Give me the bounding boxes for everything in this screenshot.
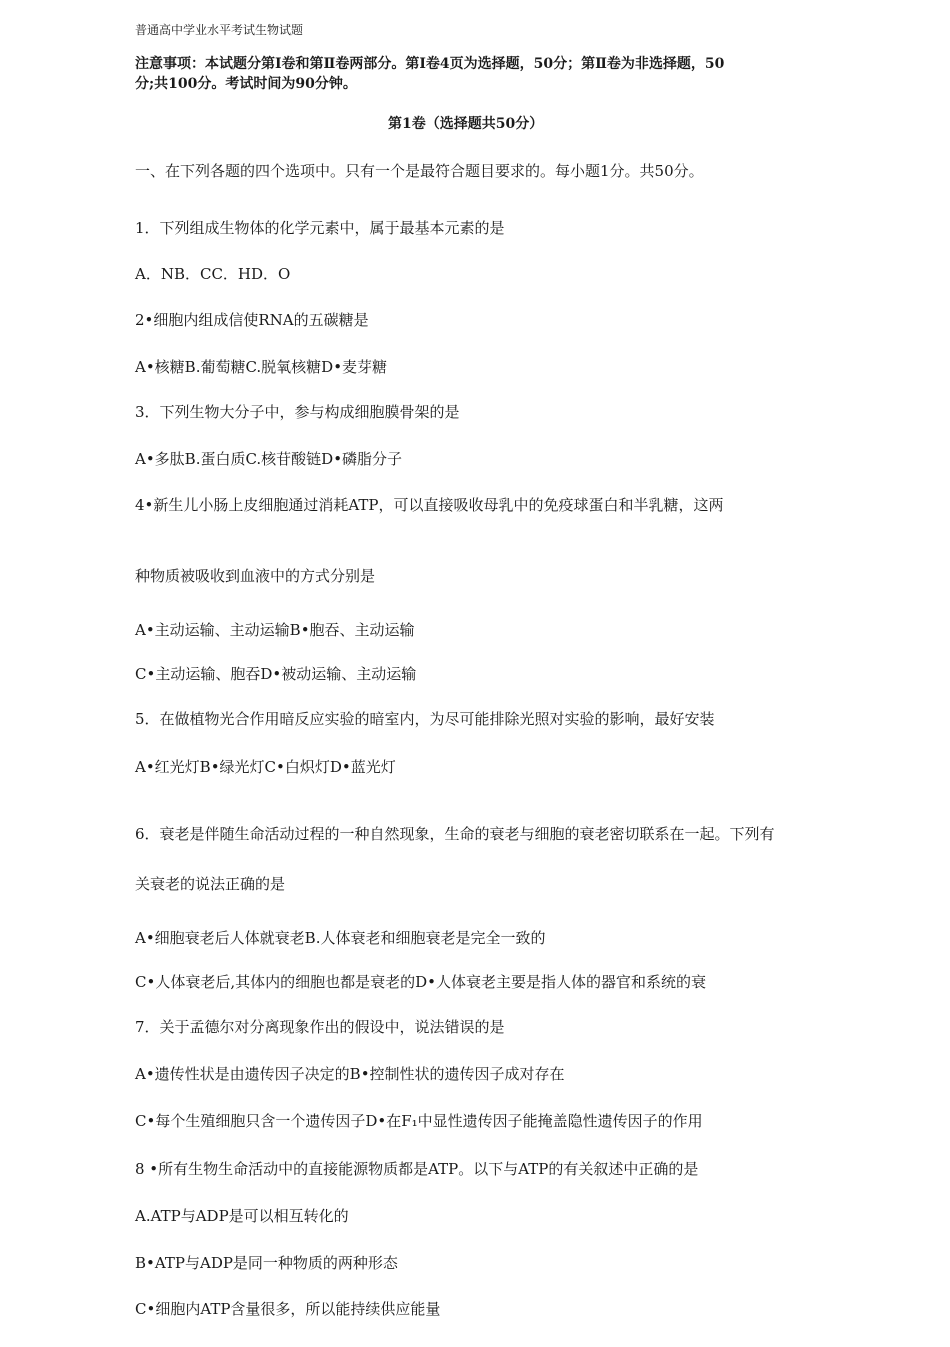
option-line: A•细胞衰老后人体就衰老B.人体衰老和细胞衰老是完全一致的 [135, 929, 546, 947]
instruction: 一、在下列各题的四个选项中。只有一个是最符合题目要求的。每小题1分。共50分。 [135, 162, 704, 180]
option-line: A.ATP与ADP是可以相互转化的 [135, 1207, 349, 1225]
notice [135, 54, 825, 94]
option-line: C•细胞内ATP含量很多，所以能持续供应能量 [135, 1300, 441, 1318]
document-header: 普通高中学业水平考试生物试题 [135, 23, 304, 37]
option-line: A•红光灯B•绿光灯C•白炽灯D•蓝光灯 [135, 758, 396, 776]
question-line: 种物质被吸收到血液中的方式分别是 [135, 567, 376, 585]
option-line: A•多肽B.蛋白质C.核苷酸链D•磷脂分子 [135, 450, 403, 468]
option-line: C•主动运输、胞吞D•被动运输、主动运输 [135, 665, 417, 683]
option-line: C•人体衰老后,其体内的细胞也都是衰老的D•人体衰老主要是指人体的器官和系统的衰 [135, 973, 706, 991]
option-line: A•遗传性状是由遗传因子决定的B•控制性状的遗传因子成对存在 [135, 1065, 565, 1083]
question-line: 7．关于孟德尔对分离现象作出的假设中，说法错误的是 [135, 1018, 505, 1036]
question-line: 5．在做植物光合作用暗反应实验的暗室内，为尽可能排除光照对实验的影响，最好安装 [135, 710, 715, 728]
option-line: A．NB．CC．HD．O [135, 265, 291, 283]
question-line: 关衰老的说法正确的是 [135, 875, 286, 893]
option-line: A•核糖B.葡萄糖C.脱氧核糖D•麦芽糖 [135, 358, 388, 376]
option-line: A•主动运输、主动运输B•胞吞、主动运输 [135, 621, 415, 639]
notice-line-1: 注意事项：本试题分第Ⅰ卷和第Ⅱ卷两部分。第Ⅰ卷4页为选择题，50分；第Ⅱ卷为非选择题，50 [135, 56, 725, 72]
question-line: 1．下列组成生物体的化学元素中，属于最基本元素的是 [135, 219, 505, 237]
question-line: 8 •所有生物生命活动中的直接能源物质都是ATP。以下与ATP的有关叙述中正确的是 [135, 1160, 699, 1178]
notice-line-2: 分;共100分。考试时间为90分钟。 [135, 76, 357, 92]
question-line: 3．下列生物大分子中，参与构成细胞膜骨架的是 [135, 403, 460, 421]
option-line: B•ATP与ADP是同一种物质的两种形态 [135, 1254, 398, 1272]
question-line: 2•细胞内组成信使RNA的五碳糖是 [135, 311, 369, 329]
section-title: 第1卷（选择题共50分） [388, 116, 544, 132]
question-line: 4•新生儿小肠上皮细胞通过消耗ATP，可以直接吸收母乳中的免疫球蛋白和半乳糖，这两 [135, 496, 724, 514]
option-line: C•每个生殖细胞只含一个遗传因子D•在F₁中显性遗传因子能掩盖隐性遗传因子的作用 [135, 1112, 703, 1130]
question-line: 6．衰老是伴随生命活动过程的一种自然现象，生命的衰老与细胞的衰老密切联系在一起。下列有 [135, 825, 775, 843]
